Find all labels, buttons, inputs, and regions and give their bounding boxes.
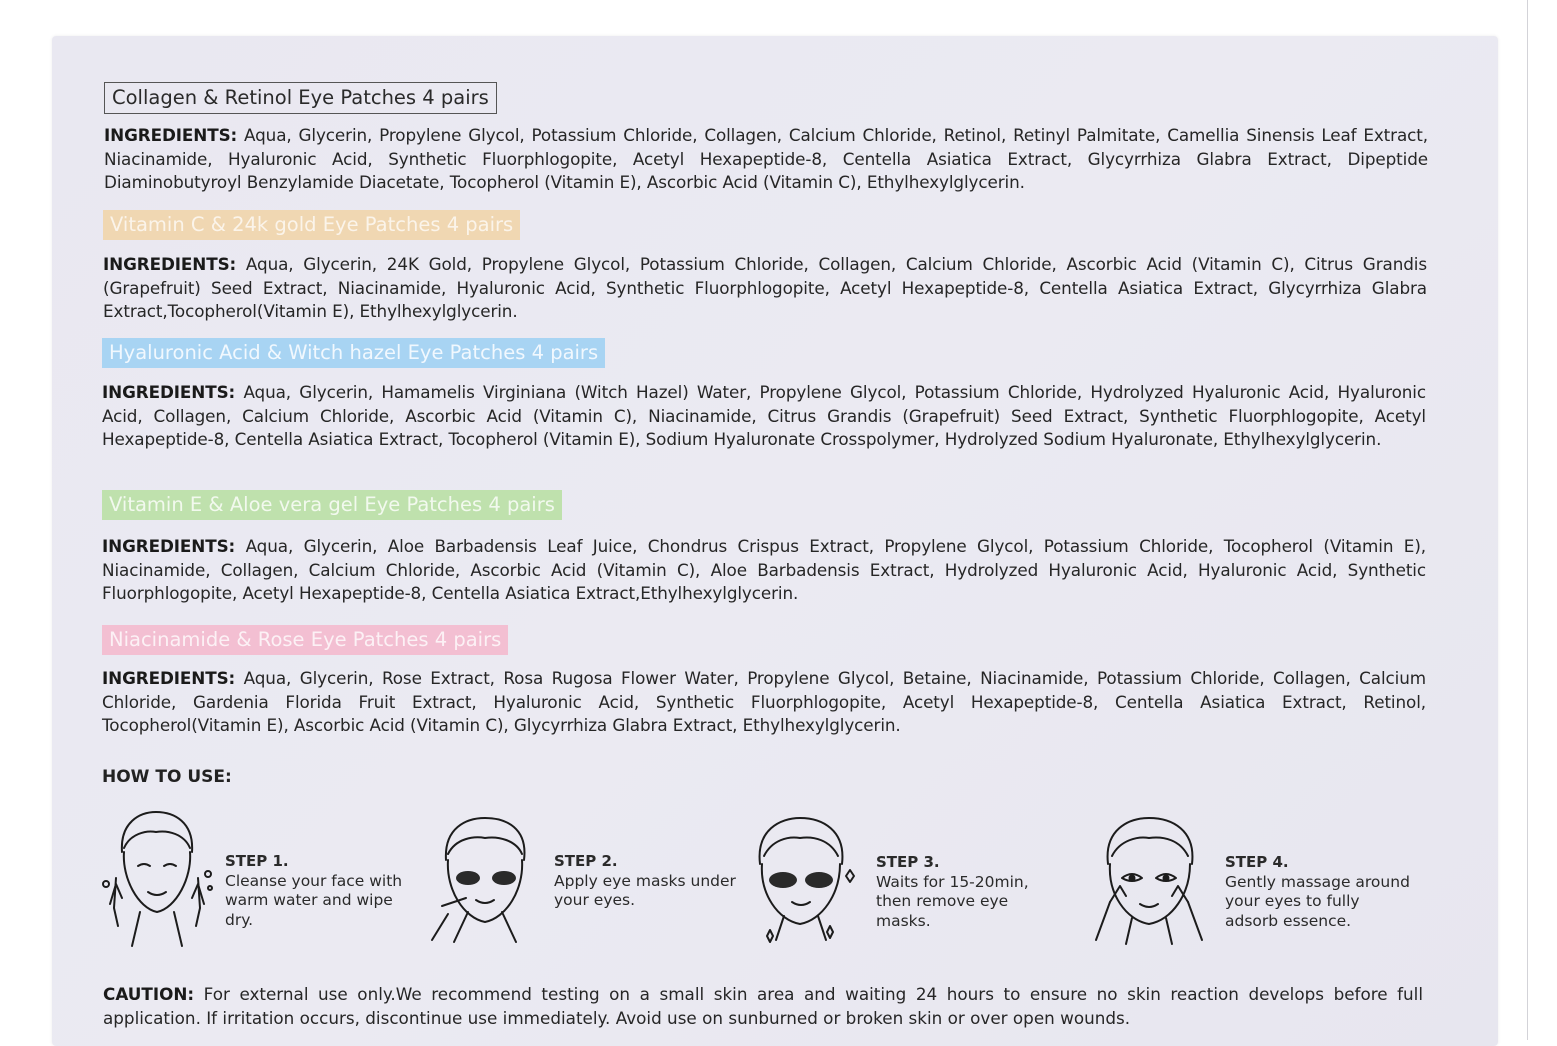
step-3-description: Waits for 15-20min, then remove eye masks. (876, 872, 1029, 930)
section-title-collagen-retinol: Collagen & Retinol Eye Patches 4 pairs (104, 82, 497, 114)
step-1-description: Cleanse your face with warm water and wipe dry. (225, 871, 403, 929)
ingredients-collagen-retinol (104, 124, 1428, 195)
face-massaging-eyes-icon (1094, 814, 1209, 954)
ingredients-label: INGREDIENTS: (103, 254, 237, 274)
section-title-niacinamide-rose: Niacinamide & Rose Eye Patches 4 pairs (102, 625, 508, 655)
section-title-hyaluronic-witch-hazel: Hyaluronic Acid & Witch hazel Eye Patches 4 pairs (102, 338, 605, 368)
step-3-label: STEP 3. (876, 853, 940, 871)
step-4-label: STEP 4. (1225, 853, 1289, 871)
section-title-vitamin-c-gold: Vitamin C & 24k gold Eye Patches 4 pairs (103, 210, 520, 240)
ingredients-label: INGREDIENTS: (102, 536, 236, 556)
step-4-description: Gently massage around your eyes to fully adsorb essence. (1225, 872, 1410, 930)
page-edge-divider (1527, 0, 1528, 1040)
caution-label: CAUTION: (103, 984, 195, 1004)
face-wearing-eye-mask-icon (748, 814, 863, 954)
ingredients-niacinamide-rose (102, 667, 1426, 738)
ingredients-text: Aqua, Glycerin, Rose Extract, Rosa Rugosa Flower Water, Propylene Glycol, Betaine, Niacinamide, Potassium Chloride, Collagen, Calcium Chloride, Gardenia Florida Fruit Extract, Hyaluronic Acid, Synthetic Fluorphlogopite, Acetyl Hexapeptide-8, Centella Asiatica Extract, Retinol, Tocopherol(Vitamin E), Ascorbic Acid (Vitamin C), Glycyrrhiza Glabra Extract, Ethylhexylglycerin. (102, 668, 1426, 735)
caution-text: For external use only.We recommend testing on a small skin area and waiting 24 hours to ensure no skin reaction develops before full application. If irritation occurs, discontinue use immediately. Avoid use on sunburned or broken skin or over open wounds. (103, 984, 1423, 1028)
step-1-label: STEP 1. (225, 852, 289, 870)
step-1-text (225, 852, 415, 930)
ingredients-vitamin-e-aloe (102, 535, 1426, 606)
step-3-text (876, 853, 1066, 931)
step-4-text (1225, 853, 1415, 931)
ingredients-vitamin-c-gold (103, 253, 1427, 324)
ingredients-hyaluronic-witch-hazel (102, 381, 1426, 452)
caution-notice (103, 982, 1423, 1030)
step-2-description: Apply eye masks under your eyes. (554, 871, 736, 909)
how-to-use-heading: HOW TO USE: (102, 767, 232, 787)
ingredients-text: Aqua, Glycerin, Hamamelis Virginiana (Witch Hazel) Water, Propylene Glycol, Potassium Chloride, Hydrolyzed Hyaluronic Acid, Hyaluronic Acid, Collagen, Calcium Chloride, Ascorbic Acid (Vitamin C), Niacinamide, Citrus Grandis (Grapefruit) Seed Extract, Synthetic Fluorphlogopite, Acetyl Hexapeptide-8, Centella Asiatica Extract, Tocopherol (Vitamin E), Sodium Hyaluronate Crosspolymer, Hydrolyzed Sodium Hyaluronate, Ethylhexylglycerin. (102, 382, 1426, 449)
ingredients-text: Aqua, Glycerin, 24K Gold, Propylene Glycol, Potassium Chloride, Collagen, Calcium Chloride, Ascorbic Acid (Vitamin C), Citrus Grandis (Grapefruit) Seed Extract, Niacinamide, Hyaluronic Acid, Synthetic Fluorphlogopite, Acetyl Hexapeptide-8, Centella Asiatica Extract, Glycyrrhiza Glabra Extract,Tocopherol(Vitamin E), Ethylhexylglycerin. (103, 254, 1427, 321)
face-applying-eye-mask-icon (428, 814, 543, 954)
section-title-vitamin-e-aloe: Vitamin E & Aloe vera gel Eye Patches 4 pairs (102, 490, 562, 520)
ingredients-label: INGREDIENTS: (104, 125, 238, 145)
step-2-label: STEP 2. (554, 852, 618, 870)
step-2-text (554, 852, 744, 911)
ingredients-label: INGREDIENTS: (102, 382, 236, 402)
ingredients-text: Aqua, Glycerin, Aloe Barbadensis Leaf Juice, Chondrus Crispus Extract, Propylene Glycol, Potassium Chloride, Tocopherol (Vitamin E), Niacinamide, Collagen, Calcium Chloride, Ascorbic Acid (Vitamin C), Aloe Barbadensis Extract, Hydrolyzed Hyaluronic Acid, Hyaluronic Acid, Synthetic Fluorphlogopite, Acetyl Hexapeptide-8, Centella Asiatica Extract,Ethylhexylglycerin. (102, 536, 1426, 603)
ingredients-text: Aqua, Glycerin, Propylene Glycol, Potassium Chloride, Collagen, Calcium Chloride, Retinol, Retinyl Palmitate, Camellia Sinensis Leaf Extract, Niacinamide, Hyaluronic Acid, Synthetic Fluorphlogopite, Acetyl Hexapeptide-8, Centella Asiatica Extract, Glycyrrhiza Glabra Extract, Dipeptide Diaminobutyroyl Benzylamide Diacetate, Tocopherol (Vitamin E), Ascorbic Acid (Vitamin C), Ethylhexylglycerin. (104, 125, 1428, 192)
ingredients-label: INGREDIENTS: (102, 668, 236, 688)
face-washing-icon (100, 808, 215, 948)
